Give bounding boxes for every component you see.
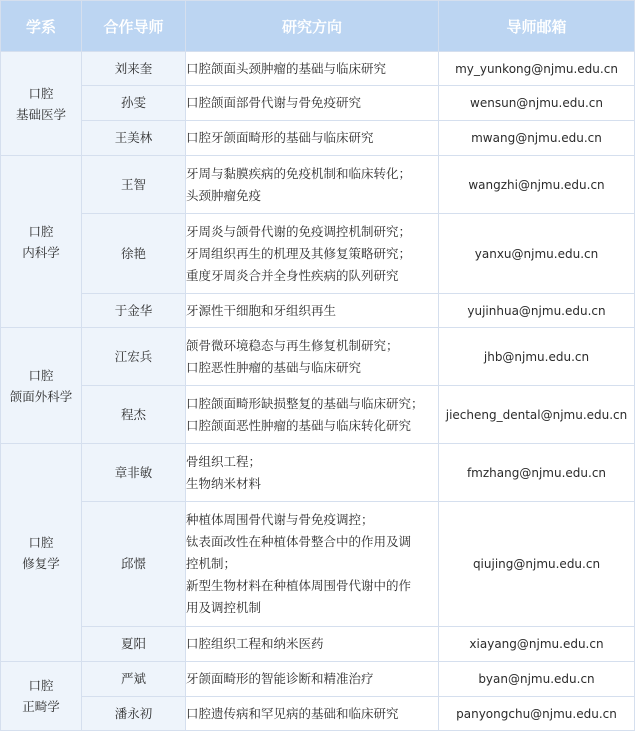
research-direction: 颌骨微环境稳态与再生修复机制研究； 口腔恶性肿瘤的基础与临床研究 bbox=[186, 328, 439, 386]
dept-line-2: 正畸学 bbox=[22, 699, 60, 714]
advisor-name: 于金华 bbox=[82, 294, 186, 328]
advisor-name: 程杰 bbox=[82, 386, 186, 444]
dept-cell-internal-medicine bbox=[1, 156, 82, 328]
research-direction: 口腔颌面部骨代谢与骨免疫研究 bbox=[186, 86, 439, 121]
advisor-name: 孙雯 bbox=[82, 86, 186, 121]
advisor-email[interactable]: xiayang@njmu.edu.cn bbox=[439, 627, 635, 662]
dept-line-2: 颌面外科学 bbox=[9, 388, 73, 404]
advisor-email[interactable]: fmzhang@njmu.edu.cn bbox=[439, 444, 635, 502]
research-direction: 牙周炎与颌骨代谢的免疫调控机制研究； 牙周组织再生的机理及其修复策略研究； 重度牙周炎合并全身性疾病的队列研究 bbox=[186, 214, 439, 294]
research-direction: 口腔牙颌面畸形的基础与临床研究 bbox=[186, 121, 439, 156]
advisor-name: 潘永初 bbox=[82, 697, 186, 731]
advisor-email[interactable]: jiecheng_dental@njmu.edu.cn bbox=[439, 386, 635, 444]
research-direction: 口腔颌面畸形缺损整复的基础与临床研究； 口腔颌面恶性肿瘤的基础与临床转化研究 bbox=[186, 386, 439, 444]
advisor-email[interactable]: qiujing@njmu.edu.cn bbox=[439, 502, 635, 627]
advisor-email[interactable]: yujinhua@njmu.edu.cn bbox=[439, 294, 635, 328]
advisor-name: 严斌 bbox=[82, 662, 186, 697]
advisor-email[interactable]: wangzhi@njmu.edu.cn bbox=[439, 156, 635, 214]
advisor-name: 章非敏 bbox=[82, 444, 186, 502]
advisor-name: 江宏兵 bbox=[82, 328, 186, 386]
table-row bbox=[1, 52, 635, 86]
advisor-email[interactable]: my_yunkong@njmu.edu.cn bbox=[439, 52, 635, 86]
advisor-email[interactable]: mwang@njmu.edu.cn bbox=[439, 121, 635, 156]
research-direction: 骨组织工程； 生物纳米材料 bbox=[186, 444, 439, 502]
advisor-email[interactable]: panyongchu@njmu.edu.cn bbox=[439, 697, 635, 731]
research-direction: 牙源性干细胞和牙组织再生 bbox=[186, 294, 439, 328]
dept-cell-basic-medicine bbox=[1, 52, 82, 156]
dept-line-2: 内科学 bbox=[22, 244, 60, 260]
table-row bbox=[1, 697, 635, 731]
dept-cell-orthodontics bbox=[1, 662, 82, 731]
table-row bbox=[1, 121, 635, 156]
research-direction: 牙颌面畸形的智能诊断和精准治疗 bbox=[186, 662, 439, 697]
table-row bbox=[1, 444, 635, 502]
table-row bbox=[1, 662, 635, 697]
table-row bbox=[1, 328, 635, 386]
advisor-email[interactable]: byan@njmu.edu.cn bbox=[439, 662, 635, 697]
research-direction: 口腔遗传病和罕见病的基础和临床研究 bbox=[186, 697, 439, 731]
research-direction: 种植体周围骨代谢与骨免疫调控； 钛表面改性在种植体骨整合中的作用及调 控机制； 新型生物材料在种植体周围骨代谢中的作 用及调控机制 bbox=[186, 502, 439, 627]
dept-line-1: 口腔 bbox=[28, 678, 54, 693]
dept-line-1: 口腔 bbox=[28, 367, 54, 383]
dept-line-1: 口腔 bbox=[28, 534, 54, 550]
dept-line-2: 基础医学 bbox=[15, 106, 66, 122]
dept-line-1: 口腔 bbox=[28, 85, 54, 101]
research-direction: 口腔组织工程和纳米医药 bbox=[186, 627, 439, 662]
table-row bbox=[1, 386, 635, 444]
table-row bbox=[1, 86, 635, 121]
advisor-name: 徐艳 bbox=[82, 214, 186, 294]
header-advisor: 合作导师 bbox=[82, 1, 186, 52]
header-research: 研究方向 bbox=[186, 1, 439, 52]
advisor-email[interactable]: yanxu@njmu.edu.cn bbox=[439, 214, 635, 294]
table-row bbox=[1, 156, 635, 214]
research-direction: 口腔颌面头颈肿瘤的基础与临床研究 bbox=[186, 52, 439, 86]
advisor-email[interactable]: jhb@njmu.edu.cn bbox=[439, 328, 635, 386]
research-direction: 牙周与黏膜疾病的免疫机制和临床转化； 头颈肿瘤免疫 bbox=[186, 156, 439, 214]
dept-cell-prosthodontics bbox=[1, 444, 82, 662]
advisor-name: 刘来奎 bbox=[82, 52, 186, 86]
table-row bbox=[1, 502, 635, 627]
advisor-name: 王美林 bbox=[82, 121, 186, 156]
dept-line-2: 修复学 bbox=[22, 555, 60, 571]
advisor-name: 王智 bbox=[82, 156, 186, 214]
advisor-email[interactable]: wensun@njmu.edu.cn bbox=[439, 86, 635, 121]
table-row bbox=[1, 214, 635, 294]
header-row bbox=[1, 1, 635, 52]
advisor-name: 夏阳 bbox=[82, 627, 186, 662]
table-row bbox=[1, 627, 635, 662]
dept-cell-maxillofacial-surgery bbox=[1, 328, 82, 444]
header-email: 导师邮箱 bbox=[439, 1, 635, 52]
table-row bbox=[1, 294, 635, 328]
header-dept: 学系 bbox=[1, 1, 82, 52]
dept-line-1: 口腔 bbox=[28, 223, 54, 239]
advisor-name: 邱憬 bbox=[82, 502, 186, 627]
